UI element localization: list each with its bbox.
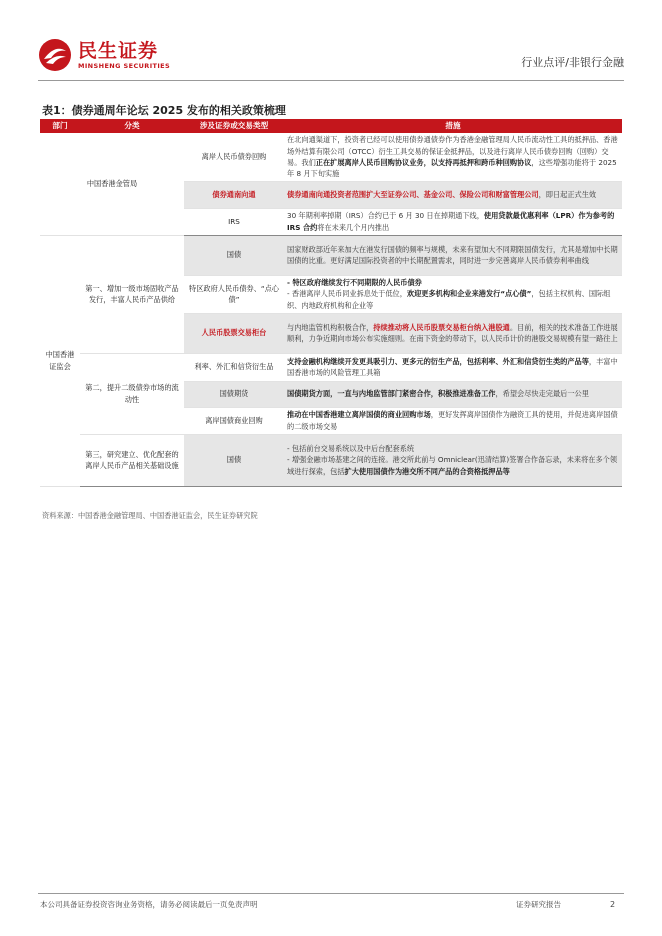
minsheng-logo-icon — [38, 38, 72, 72]
type-cell: 离岸人民币债券回购 — [184, 133, 284, 181]
category-cell-3: 第三，研究建立、优化配套的离岸人民币产品相关基础设施 — [80, 434, 184, 486]
footer-divider — [38, 893, 624, 894]
header-category: 分类 — [80, 119, 184, 133]
source-note: 资料来源：中国香港金融管理局、中国香港证监会，民生证券研究院 — [42, 511, 258, 520]
measure-cell: 与内地监管机构积极合作，持续推动将人民币股票交易柜台纳入港股通。目前，相关的技术准备工作进展顺利，力争近期向市场公布实施细则。在南下资金的带动下，以人民币计价的港股交易规模有望一路往上 — [284, 313, 622, 353]
type-cell: 人民币股票交易柜台 — [184, 313, 284, 353]
header-measures: 措施 — [284, 119, 622, 133]
logo-english-name: MINSHENG SECURITIES — [78, 62, 171, 70]
report-category: 行业点评/非银行金融 — [521, 56, 624, 69]
table-row — [40, 353, 622, 381]
type-cell: 国债期货 — [184, 381, 284, 407]
type-cell: 国债 — [184, 434, 284, 486]
type-cell: 离岸国债商业回购 — [184, 407, 284, 434]
measure-cell: 在北向通渠道下，投资者已经可以使用债券通债券作为香港金融管理局人民币流动性工具的抵押品、香港场外结算有限公司（OTCC）衍生工具交易的保证金抵押品，以及进行离岸人民币债券回购（回购）交易。我们正在扩展离岸人民币回购协议业务，以支持再抵押和跨币种回购协议，这些增强功能将于 2025 年 8 月下旬实施 — [284, 133, 622, 181]
table-row — [40, 133, 622, 181]
type-cell: 利率、外汇和信贷衍生品 — [184, 353, 284, 381]
table-title: 表1：债券通周年论坛 2025 发布的相关政策梳理 — [42, 104, 286, 117]
type-cell: IRS — [184, 208, 284, 235]
table-row — [40, 235, 622, 275]
type-cell: 债券通南向通 — [184, 181, 284, 208]
measure-cell: 30 年期利率掉期（IRS）合约已于 6 月 30 日在掉期通下线，使用贷款最优惠利率（LPR）作为参考的 IRS 合约将在未来几个月内推出 — [284, 208, 622, 235]
dept-cell-sfc: 中国香港证监会 — [40, 235, 80, 486]
page-number: 2 — [610, 900, 616, 909]
measure-cell: - 特区政府继续发行不同期限的人民币债券 - 香港离岸人民币同业拆息处于低位，欢迎更多机构和企业来港发行“点心债”，包括主权机构、国际组织、内地政府机构和企业等 — [284, 275, 622, 313]
category-cell-1: 第一、增加一级市场固收产品发行，丰富人民币产品供给 — [80, 235, 184, 353]
table-row — [40, 434, 622, 486]
type-cell: 特区政府人民币债券、“点心债” — [184, 275, 284, 313]
measure-cell: 支持金融机构继续开发更具吸引力、更多元的衍生产品，包括利率、外汇和信贷衍生类的产品等，丰富中国香港市场的风险管理工具箱 — [284, 353, 622, 381]
logo-chinese-name: 民生证券 — [78, 40, 159, 62]
footer-report-type: 证券研究报告 — [516, 900, 561, 909]
header-divider — [38, 80, 624, 81]
policy-table — [40, 119, 622, 487]
measure-cell: 推动在中国香港建立离岸国债的商业回购市场，更好发挥离岸国债作为融资工具的使用，并促进离岸国债的二级市场交易 — [284, 407, 622, 434]
category-cell-2: 第二，提升二级债券市场的流动性 — [80, 353, 184, 434]
type-cell: 国债 — [184, 235, 284, 275]
dept-cell-hkma: 中国香港金管局 — [40, 133, 184, 235]
header-security-type: 涉及证券或交易类型 — [184, 119, 284, 133]
table-header-row — [40, 119, 622, 133]
measure-cell: 债券通南向通投资者范围扩大至证券公司、基金公司、保险公司和财富管理公司，即日起正式生效 — [284, 181, 622, 208]
measure-cell: 国债期货方面，一直与内地监管部门紧密合作，积极推进准备工作，希望会尽快走完最后一公里 — [284, 381, 622, 407]
header-department: 部门 — [40, 119, 80, 133]
page-header — [38, 38, 624, 74]
measure-cell: - 包括前台交易系统以及中后台配套系统 - 增强金融市场基建之间的连接。港交所此前与 Omniclear(迅清结算)签署合作备忘录，未来将在多个领域进行探索，包括扩大使用国债作为港交所不同产品的合资格抵押品等 — [284, 434, 622, 486]
footer-disclaimer: 本公司具备证券投资咨询业务资格，请务必阅读最后一页免责声明 — [40, 900, 258, 909]
measure-cell: 国家财政部近年来加大在港发行国债的频率与规模，未来有望加大不同期限国债发行，尤其是增加中长期国债的比重。更好满足国际投资者的中长期配置需求，同时进一步完善离岸人民币债券利率曲线 — [284, 235, 622, 275]
